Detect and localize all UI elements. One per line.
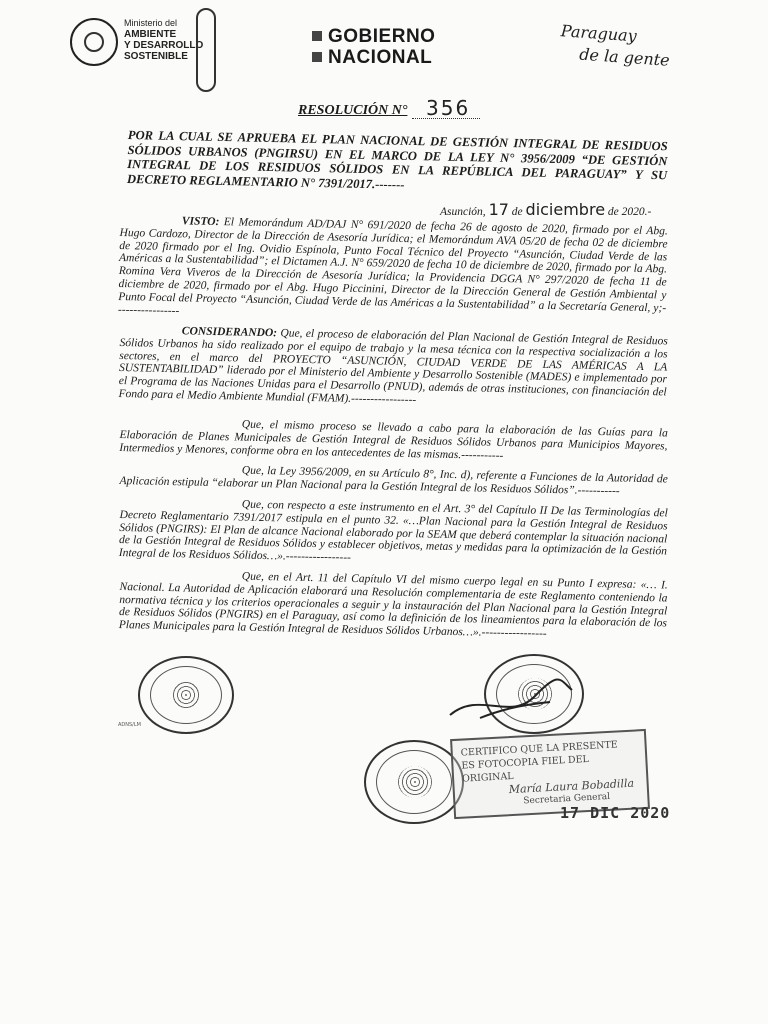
typist-code: ADNS/LM	[118, 722, 141, 728]
ministry-line-3: Y DESARROLLO	[124, 40, 204, 51]
date-suffix: de 2020.-	[607, 206, 652, 218]
gobierno-nacional-logo	[312, 26, 435, 68]
date-day: 17	[488, 200, 509, 219]
paragraph-ley-3956: Que, la Ley 3956/2009, en su Artículo 8°, Inc. d), referente a Funciones de la Autoridad de Aplicación estipula “elaborar un Plan Nacional para la Gestión Integral de los Residuos Sólidos”.-----------	[119, 464, 668, 498]
slogan-line-2: de la gente	[578, 44, 671, 70]
certify-name: María Laura Bobadilla	[508, 776, 635, 797]
resolution-number-line	[412, 118, 480, 119]
resolution-label: RESOLUCIÓN N°	[298, 103, 408, 118]
paragraph-guias: Que, el mismo proceso se llevado a cabo para la elaboración de las Guías para la Elaboración de Planes Municipales de Gestión Integral de Residuos Sólidos Urbanos para Municipios Mayores, Intermedios y Menores, conforme obra en los antecedentes de las mismas.-----------	[119, 418, 668, 462]
ministry-seal-logo	[70, 18, 118, 66]
certify-role: Secretaria General	[523, 791, 611, 807]
visto-text: El Memorándum AD/DAJ N° 691/2020 de fecha 26 de agosto de 2020, firmado por el Abg. Hugo Cardozo, Director de la Dirección de Asesoría Jurídica; el Memorándum AVA 05/20 de fecha 02 de diciembre de 2020 firmado por el Ing. Ovidio Espínola, Punto Focal Técnico del Proyecto “Asunción, Ciudad Verde de las Américas a la Sustentabilidad”; el Dictamen A.J. N° 659/2020 de fecha 10 de diciembre de 2020, firmado por la Abg. Romina Vera Viveros de la Dirección de Asesoría Jurídica; la Providencia DGGA N° 297/2020 de fecha 11 de diciembre de 2020, firmado por el Abg. Hugo Piccinini, Director de la Dirección General de Gestión Ambiental y Punto Focal del Proyecto “Asunción, Ciudad Verde de las Américas a la Sustentabilidad” a la Secretaría General, y;-----------------	[117, 216, 668, 317]
gobierno-line-1: GOBIERNO	[328, 26, 436, 47]
resolution-number: 356	[426, 96, 471, 120]
signature	[440, 660, 580, 730]
considerando-paragraph	[118, 324, 667, 412]
ministry-round-seal	[364, 740, 464, 824]
date-month: diciembre	[525, 200, 606, 219]
gobierno-line-2: NACIONAL	[328, 47, 433, 68]
ministry-line-1: Ministerio del	[124, 18, 178, 28]
resolution-title: POR LA CUAL SE APRUEBA EL PLAN NACIONAL DE GESTIÓN INTEGRAL DE RESIDUOS SÓLIDOS URBANOS (PNGIRSU) EN EL MARCO DE LA LEY N° 3956/2009 “DE GESTIÓN INTEGRAL DE LOS RESIDUOS SÓLIDOS EN LA REPÚBLICA DEL PARAGUAY” Y SU DECRETO REGLAMENTARIO N° 7391/2017.-------	[126, 128, 668, 192]
date-de: de	[511, 206, 523, 218]
visto-paragraph	[118, 214, 668, 328]
paragraph-decreto-art3: Que, con respecto a este instrumento en el Art. 3° del Capítulo II De las Terminologías del Decreto Reglamentario 7391/2017 estipula en el punto 32. «…Plan Nacional para la Gestión Integral de Residuos Sólidos (PNGIRS): El Plan de alcance Nacional elaborado por la SEAM que deberá contemplar la situación nacional de la Gestión Integral de Residuos Sólidos y establecer objetivos, metas y medidas para la optimización de la Gestión Integral de los Residuos Sólidos…».-----------------	[118, 498, 668, 565]
paraguay-slogan-logo	[559, 20, 672, 72]
visto-label: VISTO:	[181, 215, 220, 229]
slogan-line-1: Paraguay	[560, 21, 638, 46]
considerando-label: CONSIDERANDO:	[181, 325, 278, 340]
secretaria-general-seal-left	[138, 656, 234, 734]
certify-line-2: ES FOTOCOPIA FIEL DEL ORIGINAL	[461, 753, 590, 785]
date-prefix: Asunción,	[440, 206, 486, 218]
ministry-name	[124, 18, 203, 62]
paragraph-art11: Que, en el Art. 11 del Capítulo VI del mismo cuerpo legal en su Punto I expresa: «… I. Nacional. La Autoridad de Aplicación elaborará una Resolución complementaria de este Reglamento conteniendo la normativa técnica y los criterios operacionales a seguir y la instauración del Plan Nacional para la Gestión Integral de Residuos Sólidos (PNGIRS) en el Paraguay, así como la definición de los lineamientos para la elaboración de los Planes Municipales para la Gestión Integral de Residuos Sólidos Urbanos…».-----------------	[118, 570, 668, 641]
certification-date: 17 DIC 2020	[560, 804, 671, 822]
resolution-date	[440, 200, 651, 219]
considerando-text: Que, el proceso de elaboración del Plan Nacional de Gestión Integral de Residuos Sólidos Urbanos ha sido realizado por el equipo de trabajo y la mesa técnica con la respectiva socialización a los sectores, en el marco del PROYECTO “ASUNCIÓN, CIUDAD VERDE DE LAS AMÉRICAS A LA SUSTENTABILIDAD” liderado por el Ministerio del Ambiente y Desarrollo Sostenible (MADES) e implementado por el Programa de las Naciones Unidas para el Desarrollo (PNUD), además de otras instituciones, con financiación del Fondo para el Medio Ambiente Mundial (FMAM).-----------------	[118, 327, 668, 407]
ministry-line-2: AMBIENTE	[124, 29, 177, 40]
paper-clip-icon	[196, 8, 216, 92]
ministry-line-4: SOSTENIBLE	[124, 51, 188, 62]
certify-line-1: CERTIFICO QUE LA PRESENTE	[460, 739, 619, 759]
